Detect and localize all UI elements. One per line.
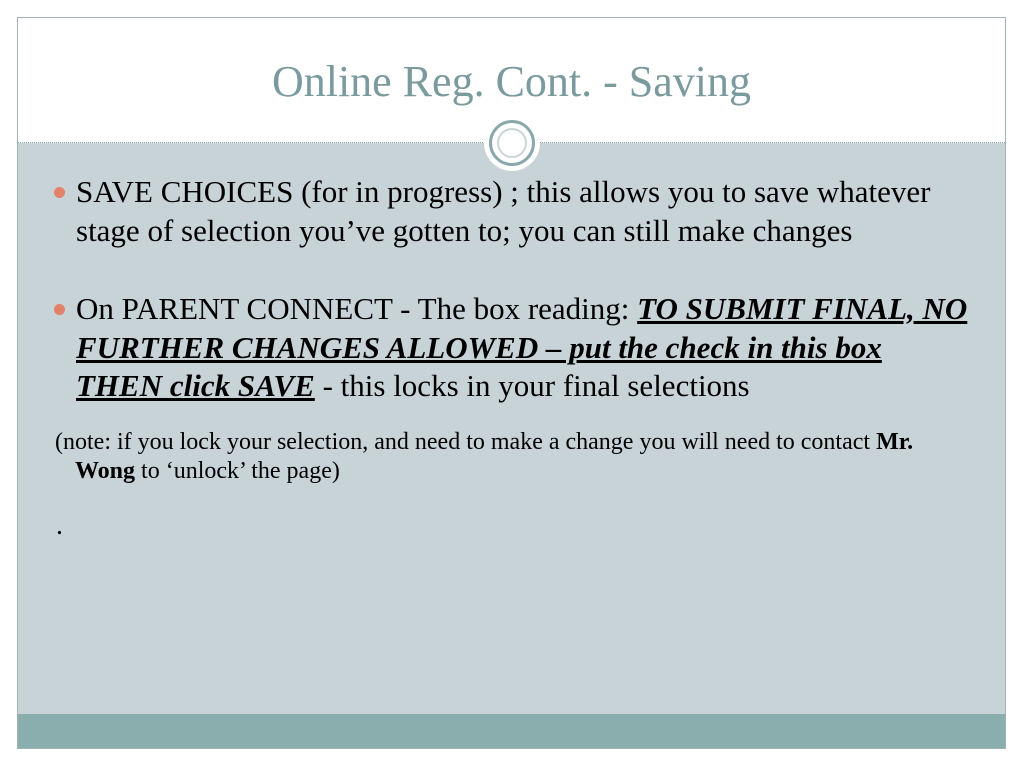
note-tail-text: to ‘unlock’ the page) — [135, 457, 340, 484]
slide-frame — [17, 17, 1006, 749]
ornament-ring — [489, 120, 535, 166]
bullet-dot-icon — [54, 304, 65, 315]
bullet-item-parent-connect — [52, 290, 972, 406]
bullet-dot-icon — [54, 187, 65, 198]
slide-title: Online Reg. Cont. - Saving — [271, 57, 752, 106]
circle-ornament-icon — [484, 115, 540, 171]
bullet-text: SAVE CHOICES (for in progress) ; this allows you to save whatever stage of selection you’ve gotten to; you can still make changes — [76, 174, 931, 248]
bullet-emphasis-text: TO SUBMIT FINAL, NO FURTHER CHANGES ALLOWED – put the check in this box THEN click SAVE — [76, 291, 968, 403]
trailing-dot: . — [56, 509, 63, 541]
bullet-item-save-choices — [52, 173, 972, 250]
note-paragraph — [52, 428, 972, 486]
bullet-tail-text: - this locks in your final selections — [314, 368, 750, 403]
footer-band — [18, 714, 1005, 748]
ornament-inner-ring — [497, 128, 527, 158]
note-contact-name: Mr. Wong — [75, 428, 914, 484]
note-lead-text: (note: if you lock your selection, and need to make a change you will need to contact — [55, 428, 877, 455]
bullet-list — [52, 173, 972, 542]
bullet-lead-text: On PARENT CONNECT - The box reading: — [76, 291, 638, 326]
